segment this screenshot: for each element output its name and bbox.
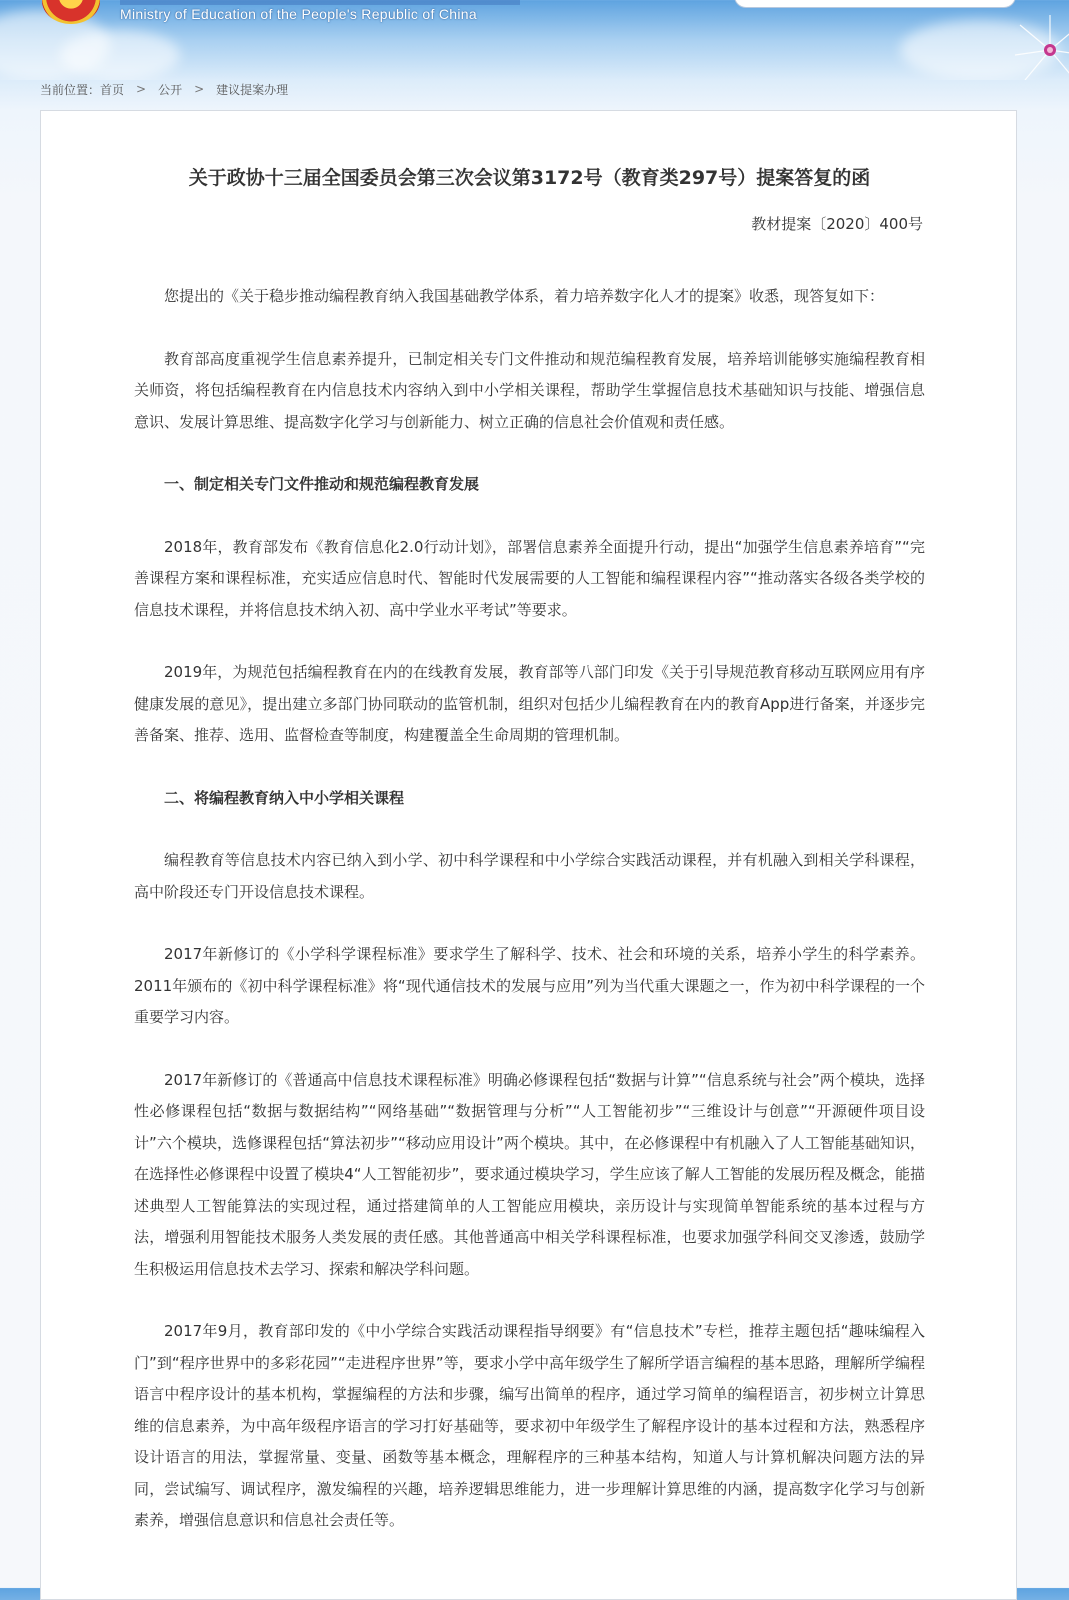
cloud-decoration [60,30,180,80]
paragraph: 2017年新修订的《普通高中信息技术课程标准》明确必修课程包括“数据与计算”“信息系统与社会”两个模块，选择性必修课程包括“数据与数据结构”“网络基础”“数据管理与分析”“人工智能初步”“三维设计与创意”“开源硬件项目设计”六个模块，选修课程包括“算法初步”“移动应用设计”两个模块。其中，在必修课程中有机融入了人工智能基础知识，在选择性必修课程中设置了模块4“人工智能初步”，要求通过模块学习，学生应该了解人工智能的发展历程及概念，能描述典型人工智能算法的实现过程，通过搭建简单的人工智能应用模块，亲历设计与实现简单智能系统的基本过程与方法，增强利用智能技术服务人类发展的责任感。其他普通高中相关学科课程标准，也要求加强学科间交叉渗透，鼓励学生积极运用信息技术去学习、探索和解决学科问题。 [134,1070,925,1278]
dandelion-icon [1010,10,1069,80]
paragraph: 2019年，为规范包括编程教育在内的在线教育发展，教育部等八部门印发《关于引导规范教育移动互联网应用有序健康发展的意见》，提出建立多部门协同联动的监管机制，组织对包括少儿编程教育在内的教育App进行备案，并逐步完善备案、推荐、选用、监督检查等制度，构建覆盖全生命周期的管理机制。 [134,663,925,744]
article-body [134,281,925,1568]
paragraph: 您提出的《关于稳步推动编程教育纳入我国基础教学体系，着力培养数字化人才的提案》收悉，现答复如下： [164,287,885,305]
paragraph: 教育部高度重视学生信息素养提升，已制定相关专门文件推动和规范编程教育发展，培养培训能够实施编程教育相关师资，将包括编程教育在内信息技术内容纳入到中小学相关课程，帮助学生掌握信息技术基础知识与技能、增强信息意识、发展计算思维、提高数字化学习与创新能力、树立正确的信息社会价值观和责任感。 [134,349,925,431]
site-title-strip [120,0,520,5]
site-subtitle: Ministry of Education of the People's Republic of China [120,6,477,22]
breadcrumb-proposal-link[interactable]: 建议提案办理 [216,82,289,97]
breadcrumb-separator-icon: > [194,82,205,96]
breadcrumb-label: 当前位置： [40,82,101,97]
paragraph: 2018年，教育部发布《教育信息化2.0行动计划》，部署信息素养全面提升行动，提出“加强学生信息素养培育”“完善课程方案和课程标准，充实适应信息时代、智能时代发展需要的人工智能和编程课程内容”“推动落实各级各类学校的信息技术课程，并将信息技术纳入初、高中学业水平考试”等要求。 [134,537,925,619]
site-header [0,0,1069,80]
paragraph: 2017年新修订的《小学科学课程标准》要求学生了解科学、技术、社会和环境的关系，培养小学生的科学素养。2011年颁布的《初中科学课程标准》将“现代通信技术的发展与应用”列为当代重大课题之一，作为初中科学课程的一个重要学习内容。 [134,945,925,1026]
section-heading: 二、将编程教育纳入中小学相关课程 [164,788,405,807]
breadcrumb [40,80,288,98]
paragraph: 编程教育等信息技术内容已纳入到小学、初中科学课程和中小学综合实践活动课程，并有机融入到相关学科课程，高中阶段还专门开设信息技术课程。 [134,851,925,901]
paragraph: 2017年9月，教育部印发的《中小学综合实践活动课程指导纲要》有“信息技术”专栏，推荐主题包括“趣味编程入门”到“程序世界中的多彩花园”“走进程序世界”等，要求小学中高年级学生了解所学语言编程的基本思路，理解所学编程语言中程序设计的基本机构，掌握编程的方法和步骤，编写出简单的程序，通过学习简单的编程语言，初步树立计算思维的信息素养，为中高年级程序语言的学习打好基础等，要求初中年级学生了解程序设计的基本过程和方法，熟悉程序设计语言的用法，掌握常量、变量、函数等基本概念，理解程序的三种基本结构，知道人与计算机解决问题方法的异同，尝试编写、调试程序，激发编程的兴趣，培养逻辑思维能力，进一步理解计算思维的内涵，提高数字化学习与创新素养，增强信息意识和信息社会责任等。 [134,1322,925,1529]
breadcrumb-public-link[interactable]: 公开 [158,82,183,97]
article-title: 关于政协十三届全国委员会第三次会议第3172号（教育类297号）提案答复的函 [188,167,871,189]
breadcrumb-home-link[interactable]: 首页 [100,82,125,97]
section-heading: 一、制定相关专门文件推动和规范编程教育发展 [164,475,480,493]
article-panel [40,110,1017,1600]
breadcrumb-separator-icon: > [136,82,147,96]
search-input[interactable] [734,0,1016,8]
document-number: 教材提案〔2020〕400号 [751,215,923,233]
